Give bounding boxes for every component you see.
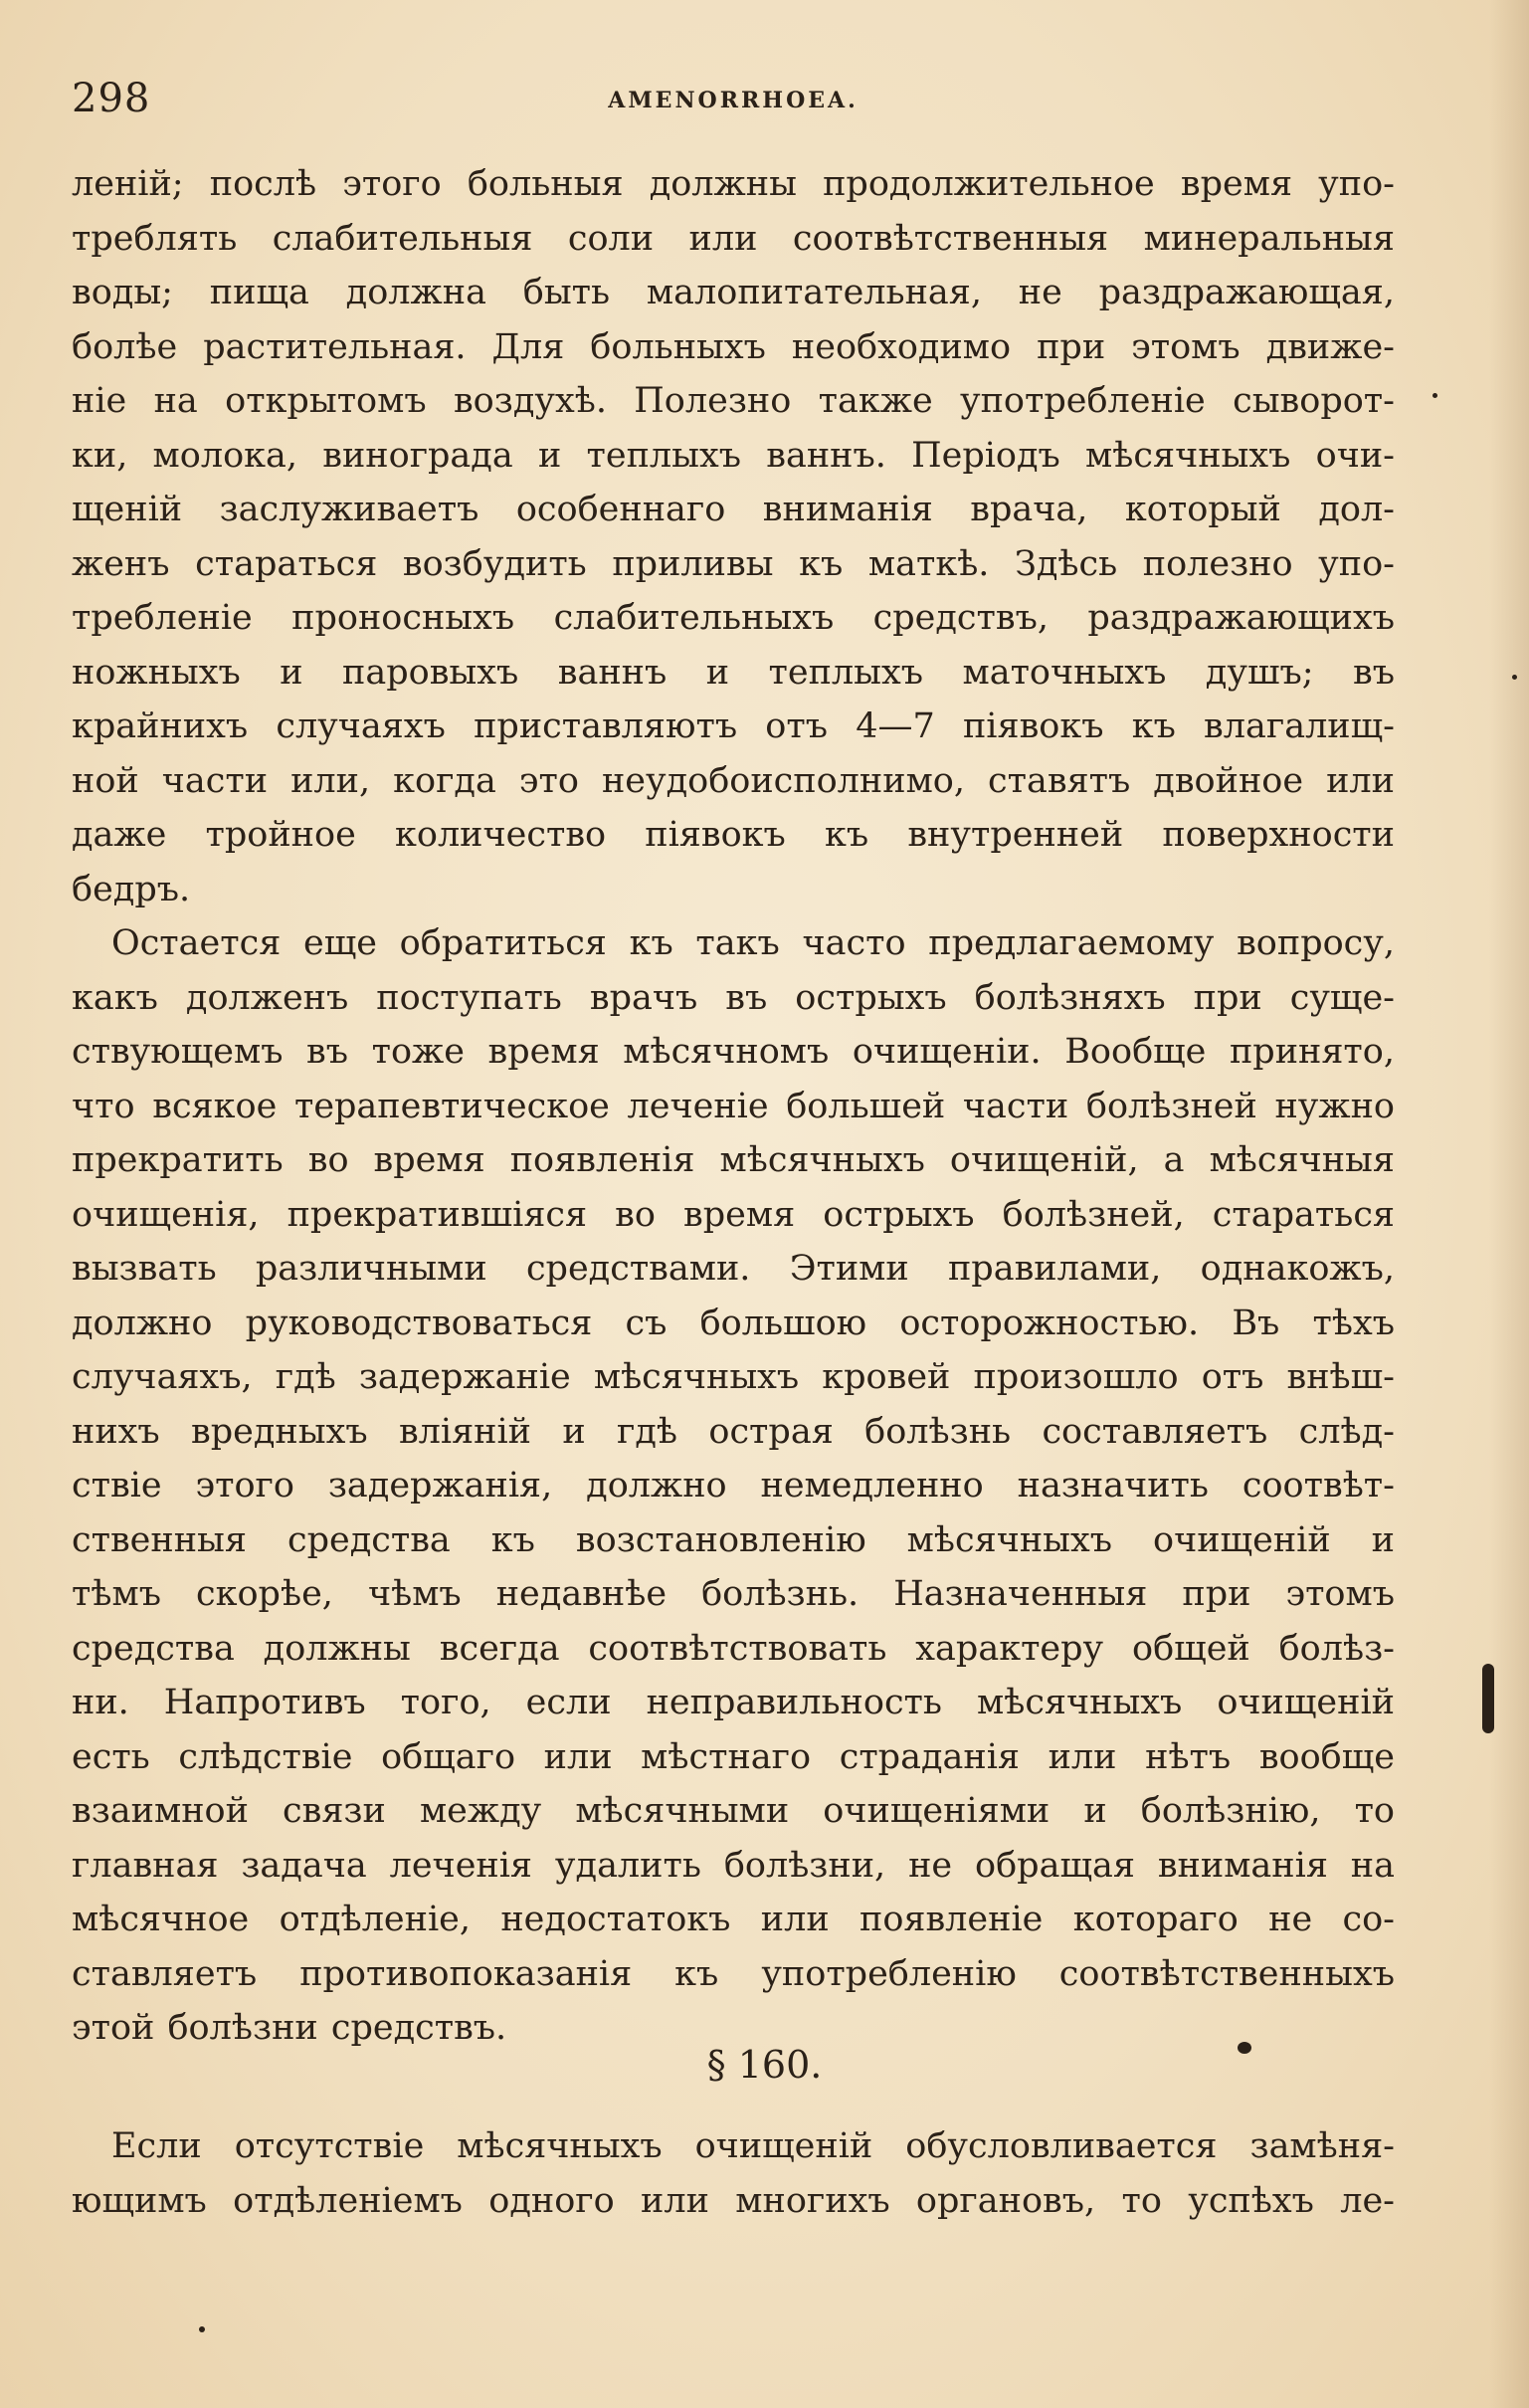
text-line: ющимъ отдѣленіемъ одного или многихъ органовъ, то успѣхъ ле- — [72, 2180, 1395, 2221]
text-line: какъ долженъ поступать врачъ въ острыхъ болѣзняхъ при суще- — [72, 977, 1395, 1018]
paragraph-3 — [72, 2119, 1395, 2228]
text-line: есть слѣдствіе общаго или мѣстнаго страданія или нѣтъ вообще — [72, 1736, 1395, 1777]
text-line: что всякое терапевтическое леченіе большей части болѣзней нужно — [72, 1086, 1395, 1126]
paragraph-1 — [72, 157, 1395, 916]
text-line: Остается еще обратиться къ такъ часто предлагаемому вопросу, — [111, 923, 1395, 963]
text-line: крайнихъ случаяхъ приставляютъ отъ 4—7 піявокъ къ влагалищ- — [72, 706, 1395, 746]
text-line: Если отсутствіе мѣсячныхъ очищеній обусловливается замѣня- — [111, 2126, 1395, 2166]
main-text — [72, 157, 1395, 2056]
text-line: воды; пища должна быть малопитательная, не раздражающая, — [72, 273, 1395, 312]
text-line: средства должны всегда соотвѣтствовать характеру общей болѣз- — [72, 1628, 1395, 1669]
ink-mark — [1433, 393, 1437, 398]
ink-mark — [1238, 2042, 1251, 2054]
text-line: треблять слабительныя соли или соотвѣтственныя минеральныя — [72, 218, 1395, 259]
page-header — [72, 70, 1395, 129]
text-line: случаяхъ, гдѣ задержаніе мѣсячныхъ кровей произошло отъ внѣш- — [72, 1357, 1395, 1397]
text-line: прекратить во время появленія мѣсячныхъ очищеній, а мѣсячныя — [72, 1140, 1395, 1180]
text-line: бедръ. — [72, 869, 191, 909]
text-line: очищенія, прекратившіяся во время острыхъ болѣзней, стараться — [72, 1194, 1395, 1235]
text-line: ни. Напротивъ того, если неправильность мѣсячныхъ очищеній — [72, 1683, 1395, 1722]
text-line: ножныхъ и паровыхъ ваннъ и теплыхъ маточныхъ душъ; въ — [72, 652, 1395, 693]
text-line: вызвать различными средствами. Этими правилами, однакожъ, — [72, 1249, 1395, 1289]
section-text — [72, 2119, 1395, 2228]
text-line: даже тройное количество піявокъ къ внутренней поверхности — [72, 815, 1395, 855]
text-line: ки, молока, винограда и теплыхъ ваннъ. Періодъ мѣсячныхъ очи- — [72, 435, 1395, 476]
paragraph-2 — [72, 916, 1395, 2056]
text-line: женъ стараться возбудить приливы къ маткѣ. Здѣсь полезно упо- — [72, 543, 1395, 584]
text-line: должно руководствоваться съ большою осторожностью. Въ тѣхъ — [72, 1303, 1395, 1343]
text-line: ствіе этого задержанія, должно немедленно назначить соотвѣт- — [72, 1466, 1395, 1505]
running-head: AMENORRHOEA. — [608, 88, 859, 113]
text-line: ной части или, когда это неудобоисполнимо, ставятъ двойное или — [72, 760, 1395, 801]
ink-mark — [1512, 675, 1517, 680]
text-line: леній; послѣ этого больныя должны продолжительное время упо- — [72, 164, 1395, 204]
text-line: болѣе растительная. Для больныхъ необходимо при этомъ движе- — [72, 326, 1395, 367]
ink-mark — [199, 2326, 205, 2332]
text-line: ніе на открытомъ воздухѣ. Полезно также употребленіе сыворот- — [72, 381, 1395, 421]
text-line: мѣсячное отдѣленіе, недостатокъ или появленіе котораго не со- — [72, 1900, 1395, 1939]
section-heading: § 160. — [706, 2043, 823, 2087]
ink-mark — [1482, 1664, 1494, 1733]
text-line: нихъ вредныхъ вліяній и гдѣ острая болѣзнь составляетъ слѣд- — [72, 1411, 1395, 1452]
text-line: ставляетъ противопоказанія къ употребленію соотвѣтственныхъ — [72, 1953, 1395, 1994]
text-line: взаимной связи между мѣсячными очищеніями и болѣзнію, то — [72, 1791, 1395, 1831]
page-number: 298 — [72, 76, 151, 121]
text-line: главная задача леченія удалить болѣзни, не обращая вниманія на — [72, 1845, 1395, 1886]
text-line: требленіе проносныхъ слабительныхъ средствъ, раздражающихъ — [72, 598, 1395, 638]
text-line: ственныя средства къ возстановленію мѣсячныхъ очищеній и — [72, 1519, 1395, 1560]
text-line: ствующемъ въ тоже время мѣсячномъ очищеніи. Вообще принято, — [72, 1032, 1395, 1072]
text-line: тѣмъ скорѣе, чѣмъ недавнѣе болѣзнь. Назначенныя при этомъ — [72, 1574, 1395, 1614]
text-line: этой болѣзни средствъ. — [72, 2008, 507, 2048]
text-line: щеній заслуживаетъ особеннаго вниманія врача, который дол- — [72, 490, 1395, 529]
